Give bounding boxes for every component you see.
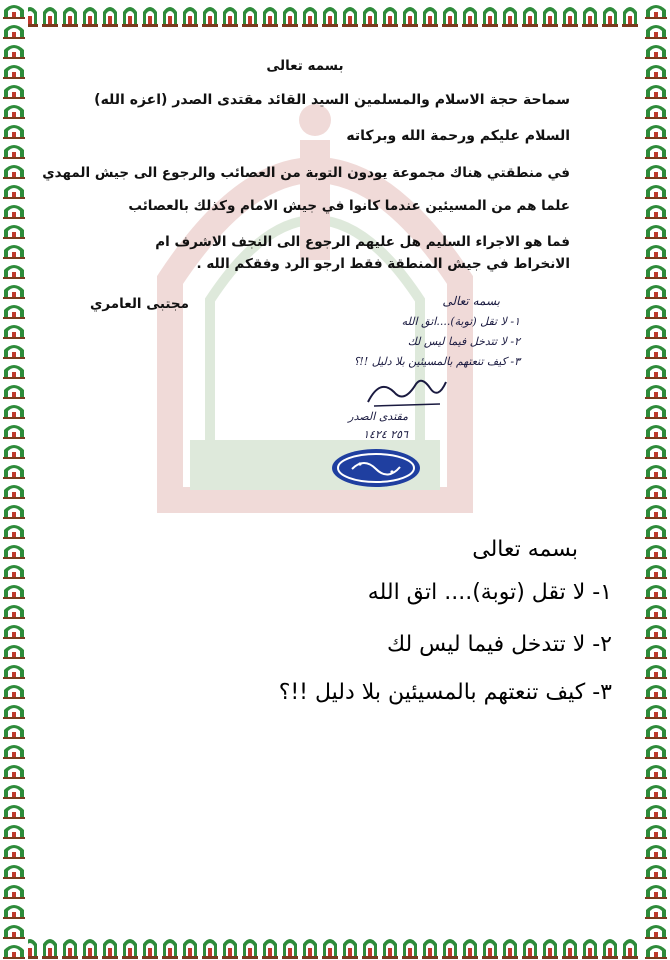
handwritten-line-2: ٢- لا تتدخل فيما ليس لك xyxy=(407,335,520,348)
decorative-border-right xyxy=(642,0,670,960)
watermark-emblem xyxy=(150,80,480,520)
handwritten-header: بسمه تعالى xyxy=(442,294,500,308)
office-seal-stamp xyxy=(330,447,422,489)
handwritten-signature xyxy=(360,374,450,410)
letter-body-line-1: في منطقتي هناك مجموعة يودون التوبة من العصائب والرجوع الى جيش المهدي xyxy=(42,165,570,181)
letter-addressee: سماحة حجة الاسلام والمسلمين السيد القائد مقتدى الصدر (اعزه الله) xyxy=(94,92,570,108)
decorative-border-bottom xyxy=(0,932,670,960)
decorative-border-left xyxy=(0,0,28,960)
handwritten-signer: مقتدى الصدر xyxy=(348,410,408,423)
letter-greeting: السلام عليكم ورحمة الله وبركاته xyxy=(346,128,570,144)
typed-reply-line-2: ٢- لا تتدخل فيما ليس لك xyxy=(386,632,612,657)
typed-reply-header: بسمه تعالى xyxy=(472,537,578,562)
decorative-border-top xyxy=(0,0,670,28)
handwritten-date: ٢٥٦ ١٤٢٤ xyxy=(363,428,408,441)
typed-reply-line-3: ٣- كيف تنعتهم بالمسيئين بلا دليل !!؟ xyxy=(278,680,612,705)
letter-body-line-2: علما هم من المسيئين عندما كانوا في جيش الامام وكذلك بالعصائب xyxy=(128,198,570,214)
typed-reply-line-1: ١- لا تقل (توبة).... اتق الله xyxy=(367,580,612,605)
handwritten-line-1: ١- لا تقل (توبة)....اتق الله xyxy=(401,315,520,328)
letter-question: فما هو الاجراء السليم هل عليهم الرجوع الى النجف الاشرف ام الانخراط في جيش المنطقة فقط ارجو الرد وفقكم الله . xyxy=(155,234,570,272)
letter-header: بسمه تعالى xyxy=(266,58,344,74)
letter-signature: مجتبى العامري xyxy=(90,296,189,312)
handwritten-line-3: ٣- كيف تنعتهم بالمسيئين بلا دليل !!؟ xyxy=(353,355,520,368)
